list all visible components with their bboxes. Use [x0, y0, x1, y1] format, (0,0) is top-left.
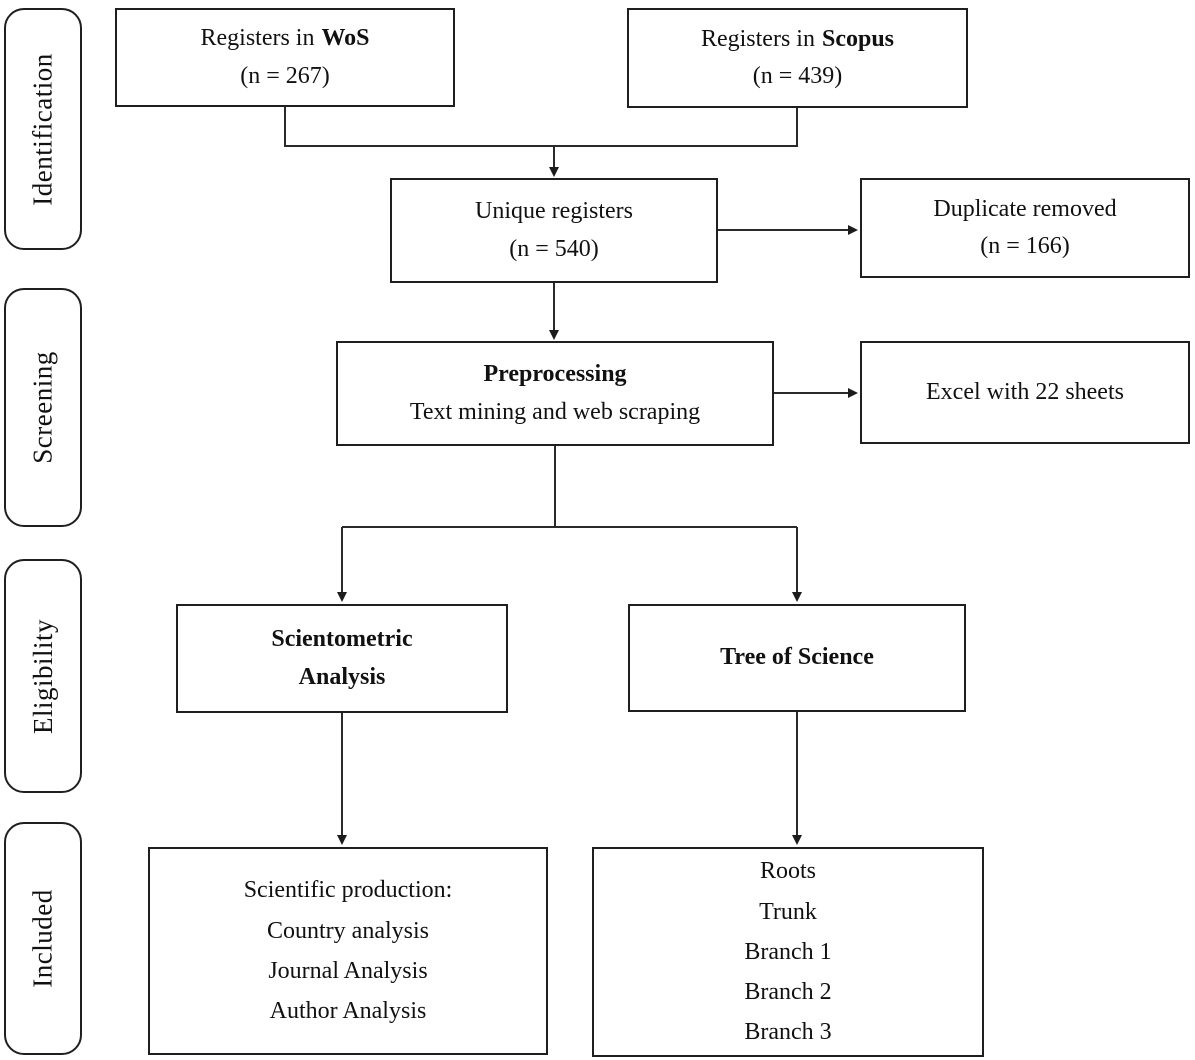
box-registers-scopus-line1 [701, 21, 894, 58]
box-tree-outputs-line1: Roots [759, 858, 816, 885]
box-scientific-production-line1: Scientific production: [243, 877, 453, 904]
box-scientometric-analysis-line1: Scientometric [271, 626, 413, 653]
arrowhead-down-icon [549, 330, 559, 340]
stage-label-eligibility-text: Eligibility [27, 618, 58, 734]
box-registers-scopus [627, 8, 968, 108]
connector-unique-to-duplicate [718, 225, 858, 235]
box-registers-wos [115, 8, 455, 107]
arrowhead-down-icon [792, 592, 802, 602]
box-registers-scopus-count: (n = 439) [752, 63, 843, 89]
box-unique-registers-count: (n = 540) [509, 235, 599, 262]
box-duplicate-removed-count: (n = 166) [980, 233, 1070, 259]
connector-merge-to-unique [549, 146, 559, 177]
connector-wos-scopus-merge [285, 107, 797, 146]
stage-label-screening [4, 288, 82, 527]
connector-unique-to-preprocessing [549, 283, 559, 340]
box-unique-registers-line1: Unique registers [475, 198, 633, 225]
stage-label-identification [4, 8, 82, 250]
box-registers-wos-line1 [200, 20, 369, 57]
stage-label-included [4, 822, 82, 1055]
box-tree-outputs-line4: Branch 2 [744, 979, 832, 1006]
box-tree-of-science-line1: Tree of Science [720, 644, 874, 671]
box-preprocessing-title: Preprocessing [483, 361, 627, 388]
box-tree-outputs-line3: Branch 1 [744, 938, 832, 965]
box-duplicate-removed-line1: Duplicate removed [933, 195, 1117, 222]
stage-label-included-text: Included [27, 889, 58, 988]
box-scientometric-analysis-line2: Analysis [298, 663, 386, 690]
box-tree-outputs-line5: Branch 3 [744, 1019, 832, 1046]
box-preprocessing-subtitle: Text mining and web scraping [409, 398, 701, 425]
arrowhead-down-icon [337, 592, 347, 602]
box-scientific-production-line2: Country analysis [267, 917, 429, 944]
connector-scientometric-to-production [337, 713, 347, 845]
arrowhead-down-icon [337, 835, 347, 845]
connector-preprocessing-to-excel [774, 388, 858, 398]
connector-preprocessing-split [337, 446, 802, 602]
connector-tree-to-outputs [792, 712, 802, 845]
stage-label-eligibility [4, 559, 82, 793]
box-excel-sheets [860, 341, 1190, 444]
box-scientific-production [148, 847, 548, 1055]
arrowhead-right-icon [848, 225, 858, 235]
stage-label-screening-text: Screening [27, 351, 58, 464]
box-registers-scopus-prefix: Registers in [700, 25, 815, 52]
arrowhead-down-icon [792, 835, 802, 845]
box-registers-wos-source: WoS [321, 25, 370, 52]
box-unique-registers [390, 178, 718, 283]
box-tree-of-science [628, 604, 966, 712]
box-tree-outputs-line2: Trunk [759, 898, 817, 925]
box-scientific-production-line3: Journal Analysis [268, 958, 428, 984]
stage-label-identification-text: Identification [27, 52, 58, 206]
arrowhead-right-icon [848, 388, 858, 398]
box-registers-wos-count: (n = 267) [240, 62, 330, 89]
box-registers-scopus-source: Scopus [821, 25, 895, 52]
box-duplicate-removed [860, 178, 1190, 278]
box-excel-sheets-line1: Excel with 22 sheets [926, 378, 1124, 405]
box-scientometric-analysis [176, 604, 508, 713]
box-scientific-production-line4: Author Analysis [269, 998, 427, 1025]
arrowhead-down-icon [549, 167, 559, 177]
box-preprocessing [336, 341, 774, 446]
box-registers-wos-prefix: Registers in [200, 25, 315, 52]
box-tree-outputs [592, 847, 984, 1057]
